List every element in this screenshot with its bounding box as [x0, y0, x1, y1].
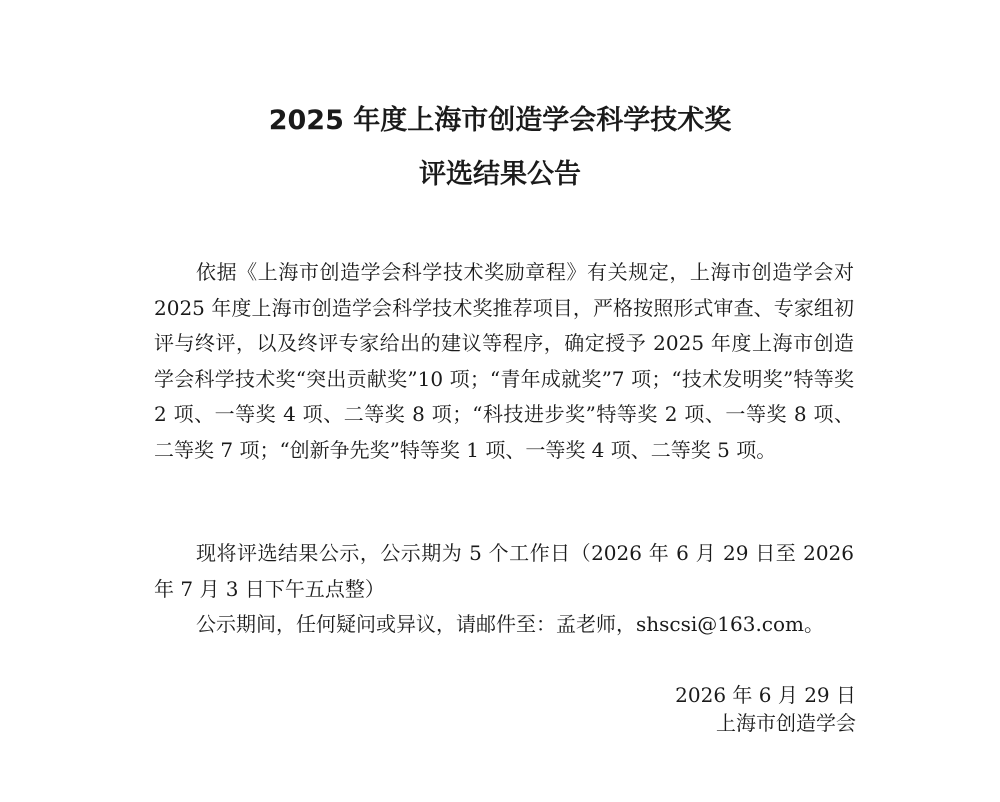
document-title: 2025 年度上海市创造学会科学技术奖: [268, 105, 732, 136]
paragraph-award-details: 依据《上海市创造学会科学技术奖励章程》有关规定，上海市创造学会对 2025 年度上海市创造学会科学技术奖推荐项目，严格按照形式审查、专家组初评与终评，以及终评专家给出的建议等程序，确定授予 2025 年度上海市创造学会科学技术奖“突出贡献奖”10 项；“青年成就奖”7 项；“技术发明奖”特等奖 2 项、一等奖 4 项、二等奖 8 项；“科技进步奖”特等奖 2 项、一等奖 8 项、二等奖 7 项；“创新争先奖”特等奖 1 项、一等奖 4 项、二等奖 5 项。: [154, 260, 854, 462]
paragraph-publicity-period: 现将评选结果公示，公示期为 5 个工作日（2026 年 6 月 29 日至 2026 年 7 月 3 日下午五点整）: [154, 541, 854, 601]
signature-organization: 上海市创造学会: [716, 711, 856, 735]
signature-date: 2026 年 6 月 29 日: [675, 683, 856, 707]
paragraph-contact: 公示期间，任何疑问或异议，请邮件至：孟老师，shscsi@163.com。: [196, 612, 825, 636]
document-subtitle: 评选结果公告: [419, 159, 581, 190]
